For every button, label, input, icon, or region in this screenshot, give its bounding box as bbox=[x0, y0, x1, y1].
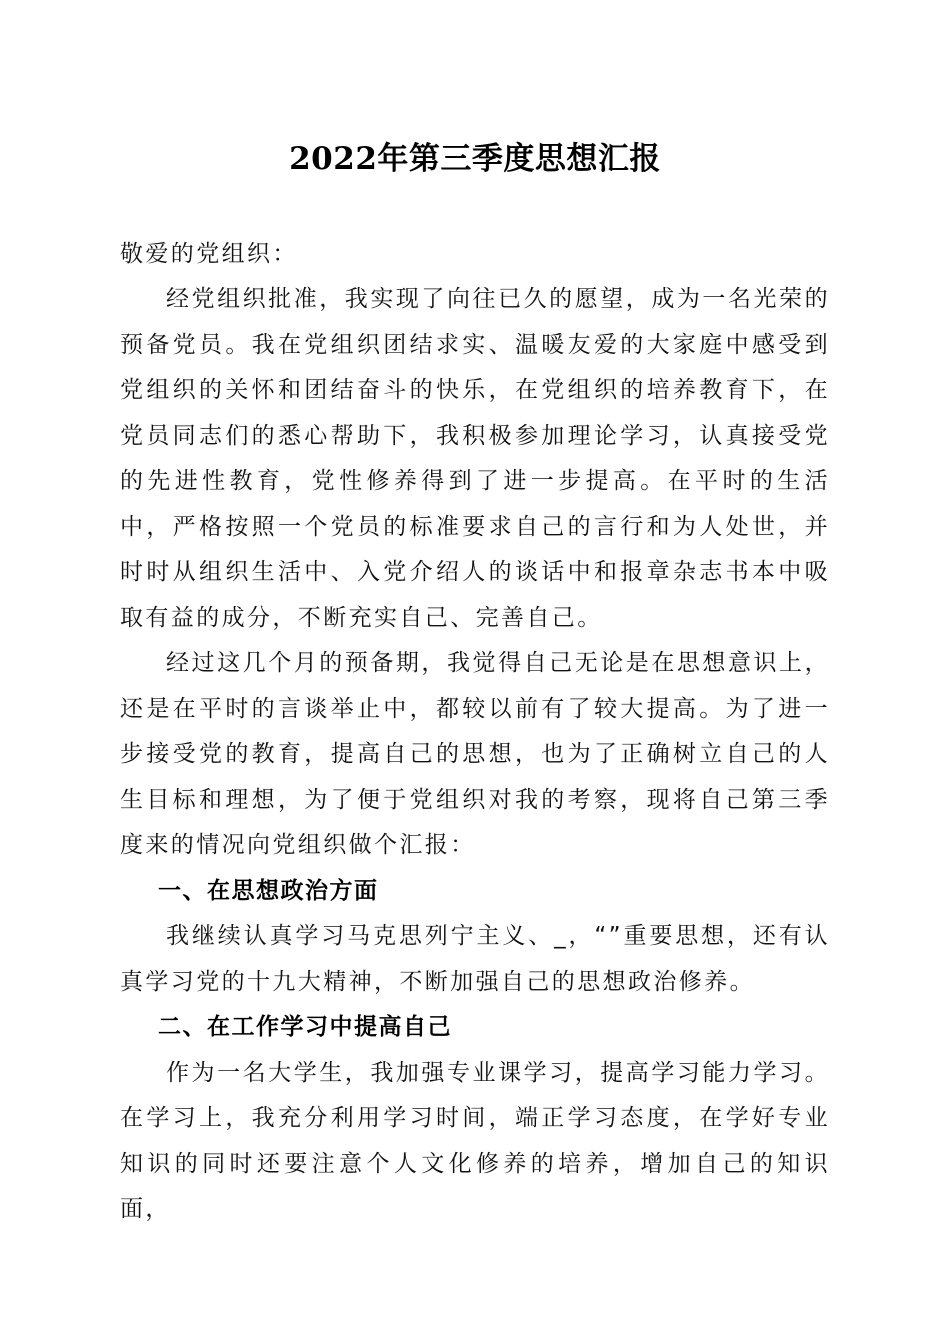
paragraph-ideology: 我继续认真学习马克思列宁主义、_，“”重要思想，还有认真学习党的十九大精神，不断加强自己的思想政治修养。 bbox=[120, 923, 830, 995]
salutation: 敬爱的党组织： bbox=[120, 241, 298, 267]
paragraph-acceptance: 经党组织批准，我实现了向往已久的愿望，成为一名光荣的预备党员。我在党组织团结求实、温暖友爱的大家庭中感受到党组织的关怀和团结奋斗的快乐，在党组织的培养教育下，在党员同志们的悉心帮助下，我积极参加理论学习，认真接受党的先进性教育，党性修养得到了进一步提高。在平时的生活中，严格按照一个党员的标准要求自己的言行和为人处世，并时时从组织生活中、入党介绍人的谈话中和报章杂志书本中吸取有益的成分，不断充实自己、完善自己。 bbox=[120, 286, 830, 631]
section-heading-ideology: 一、在思想政治方面 bbox=[158, 877, 379, 904]
paragraph-study: 作为一名大学生，我加强专业课学习，提高学习能力学习。在学习上，我充分利用学习时间，端正学习态度，在学好专业知识的同时还要注意个人文化修养的培养，增加自己的知识面， bbox=[120, 1059, 830, 1222]
document-body bbox=[120, 277, 830, 1233]
document-title: 2022年第三季度思想汇报 bbox=[289, 141, 661, 177]
section-heading-study: 二、在工作学习中提高自己 bbox=[158, 1014, 452, 1040]
paragraph-probation: 经过这几个月的预备期，我觉得自己无论是在思想意识上，还是在平时的言谈举止中，都较以前有了较大提高。为了进一步接受党的教育，提高自己的思想，也为了正确树立自己的人生目标和理想，为了便于党组织对我的考察，现将自己第三季度来的情况向党组织做个汇报： bbox=[120, 650, 830, 858]
